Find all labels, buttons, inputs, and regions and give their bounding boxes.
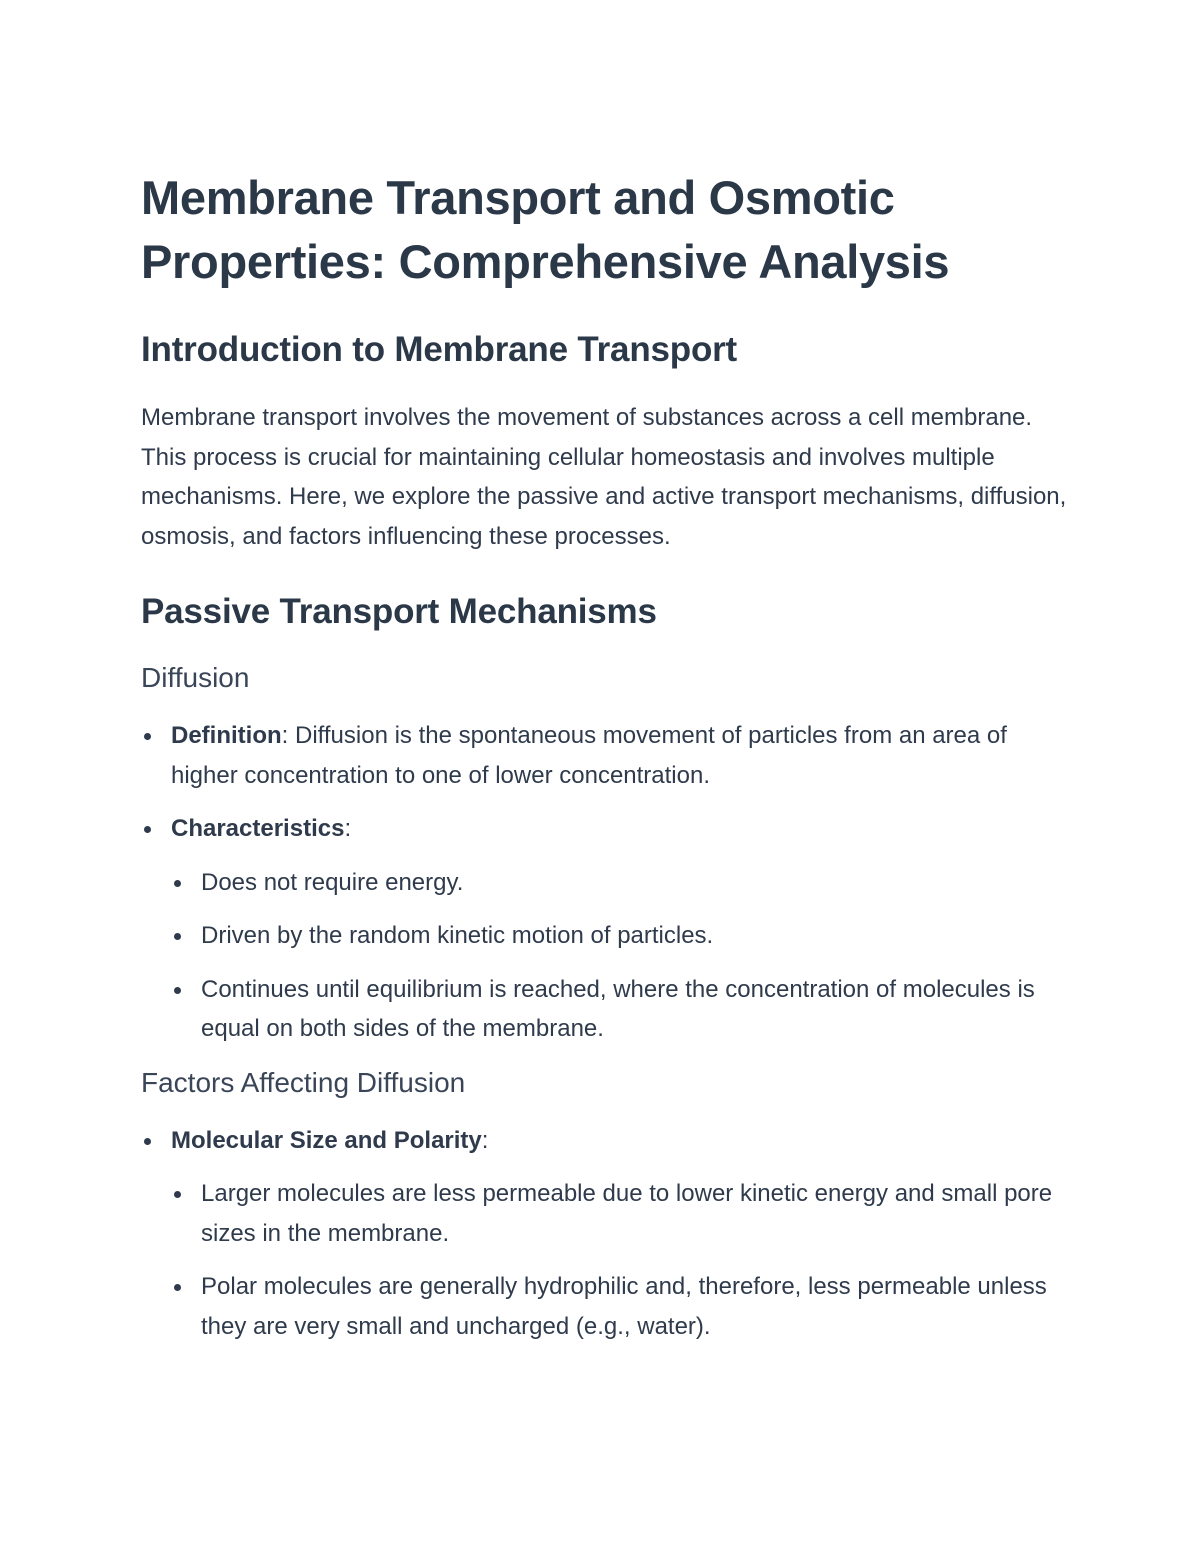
list-item-characteristics (141, 809, 1071, 1049)
factors-list (141, 1121, 1071, 1347)
characteristics-sublist (171, 863, 1071, 1049)
intro-paragraph: Membrane transport involves the movement of substances across a cell membrane. This process is crucial for maintaining cellular homeostasis and involves multiple mechanisms. Here, we explore the passive and active transport mechanisms, diffusion, osmosis, and factors influencing these processes. (141, 404, 1067, 550)
molecular-size-term: Molecular Size and Polarity (171, 1126, 482, 1154)
list-item-molecular-size (141, 1121, 1071, 1347)
definition-term: Definition (171, 722, 282, 749)
document-page (141, 166, 1071, 1360)
characteristics-colon: : (344, 815, 352, 842)
characteristics-term: Characteristics (171, 815, 345, 842)
molecular-size-sublist (171, 1174, 1071, 1346)
list-item: Driven by the random kinetic motion of particles. (171, 916, 1071, 956)
diffusion-list (141, 716, 1071, 1049)
subsection-heading-diffusion: Diffusion (141, 662, 250, 693)
list-item: Polar molecules are generally hydrophilic and, therefore, less permeable unless they are very small and uncharged (e.g., water). (171, 1267, 1071, 1346)
section-heading-introduction: Introduction to Membrane Transport (141, 330, 737, 369)
list-item: Does not require energy. (171, 863, 1071, 903)
definition-text: : Diffusion is the spontaneous movement of particles from an area of higher concentration to one of lower concentration. (171, 722, 1007, 789)
list-item: Continues until equilibrium is reached, where the concentration of molecules is equal on both sides of the membrane. (171, 970, 1071, 1049)
molecular-size-colon: : (481, 1126, 489, 1154)
list-item-definition (141, 716, 1071, 795)
list-item: Larger molecules are less permeable due to lower kinetic energy and small pore sizes in the membrane. (171, 1174, 1071, 1253)
document-title: Membrane Transport and Osmotic Properties: Comprehensive Analysis (141, 171, 950, 288)
section-heading-passive-transport: Passive Transport Mechanisms (141, 592, 657, 631)
subsection-heading-factors: Factors Affecting Diffusion (141, 1066, 466, 1098)
